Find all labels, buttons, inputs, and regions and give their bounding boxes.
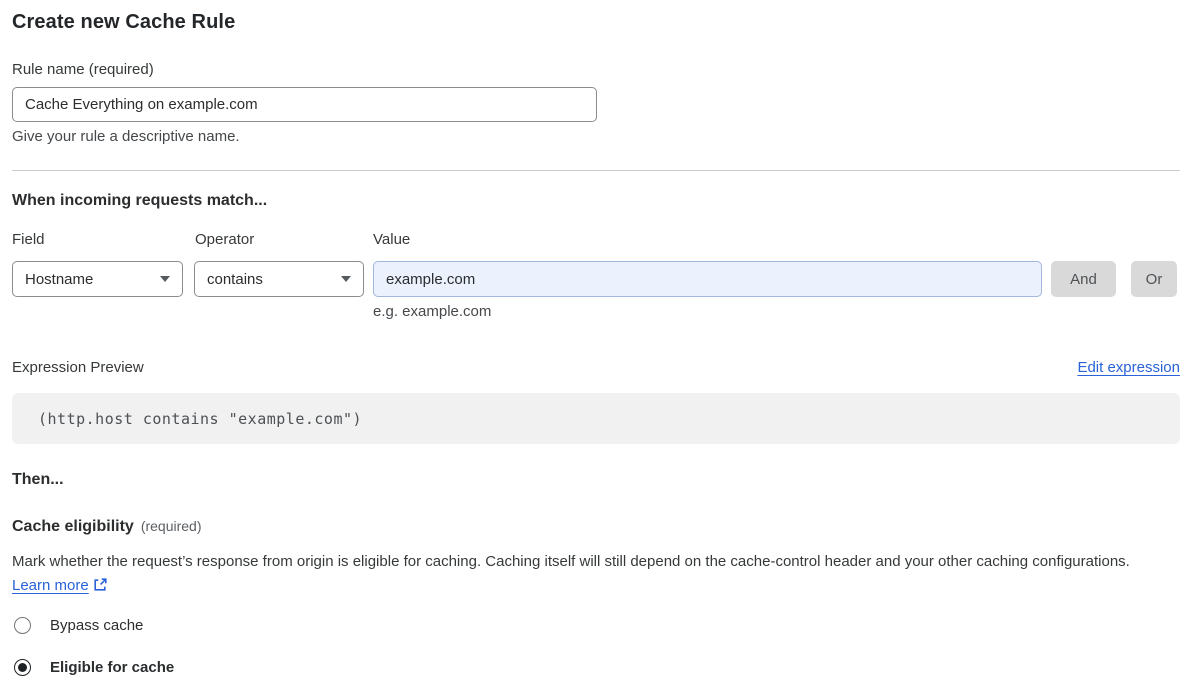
value-column-label: Value — [373, 231, 411, 248]
and-button[interactable]: And — [1051, 261, 1116, 297]
radio-selected-icon[interactable] — [14, 659, 31, 676]
operator-select[interactable] — [194, 261, 364, 297]
expression-preview-box — [12, 393, 1180, 444]
cache-eligibility-title: Cache eligibility — [12, 518, 134, 535]
operator-select-value: contains — [207, 270, 263, 288]
rule-name-help: Give your rule a descriptive name. — [12, 128, 240, 145]
chevron-down-icon — [341, 276, 351, 282]
bypass-cache-label: Bypass cache — [50, 617, 144, 634]
or-button[interactable]: Or — [1131, 261, 1177, 297]
rule-name-label: Rule name (required) — [12, 61, 154, 78]
match-section-heading: When incoming requests match... — [12, 192, 268, 209]
learn-more-link[interactable]: Learn more — [12, 577, 89, 594]
cache-eligibility-description — [12, 550, 1167, 598]
operator-column-label: Operator — [195, 231, 255, 248]
description-text: Mark whether the request’s response from origin is eligible for caching. Caching itself will still depend on the cache-control header and your other caching configurations. — [12, 553, 1130, 570]
rule-name-input[interactable] — [12, 87, 597, 122]
match-value-input[interactable] — [373, 261, 1042, 297]
field-select[interactable] — [12, 261, 183, 297]
value-help-text: e.g. example.com — [373, 303, 492, 320]
bypass-cache-option[interactable] — [12, 617, 143, 634]
cache-eligibility-heading — [12, 518, 202, 536]
eligible-for-cache-option[interactable] — [12, 659, 174, 676]
page-title: Create new Cache Rule — [12, 11, 236, 33]
edit-expression-link[interactable]: Edit expression — [1077, 359, 1180, 376]
chevron-down-icon — [160, 276, 170, 282]
required-tag: (required) — [140, 518, 202, 534]
field-select-value: Hostname — [25, 270, 94, 288]
radio-unselected-icon[interactable] — [14, 617, 31, 634]
field-column-label: Field — [12, 231, 45, 248]
eligible-for-cache-label: Eligible for cache — [50, 659, 175, 676]
section-divider — [12, 170, 1180, 171]
expression-code: (http.host contains "example.com") — [38, 409, 363, 428]
external-link-icon — [93, 577, 108, 592]
expression-preview-label: Expression Preview — [12, 359, 144, 376]
then-section-heading: Then... — [12, 471, 64, 488]
